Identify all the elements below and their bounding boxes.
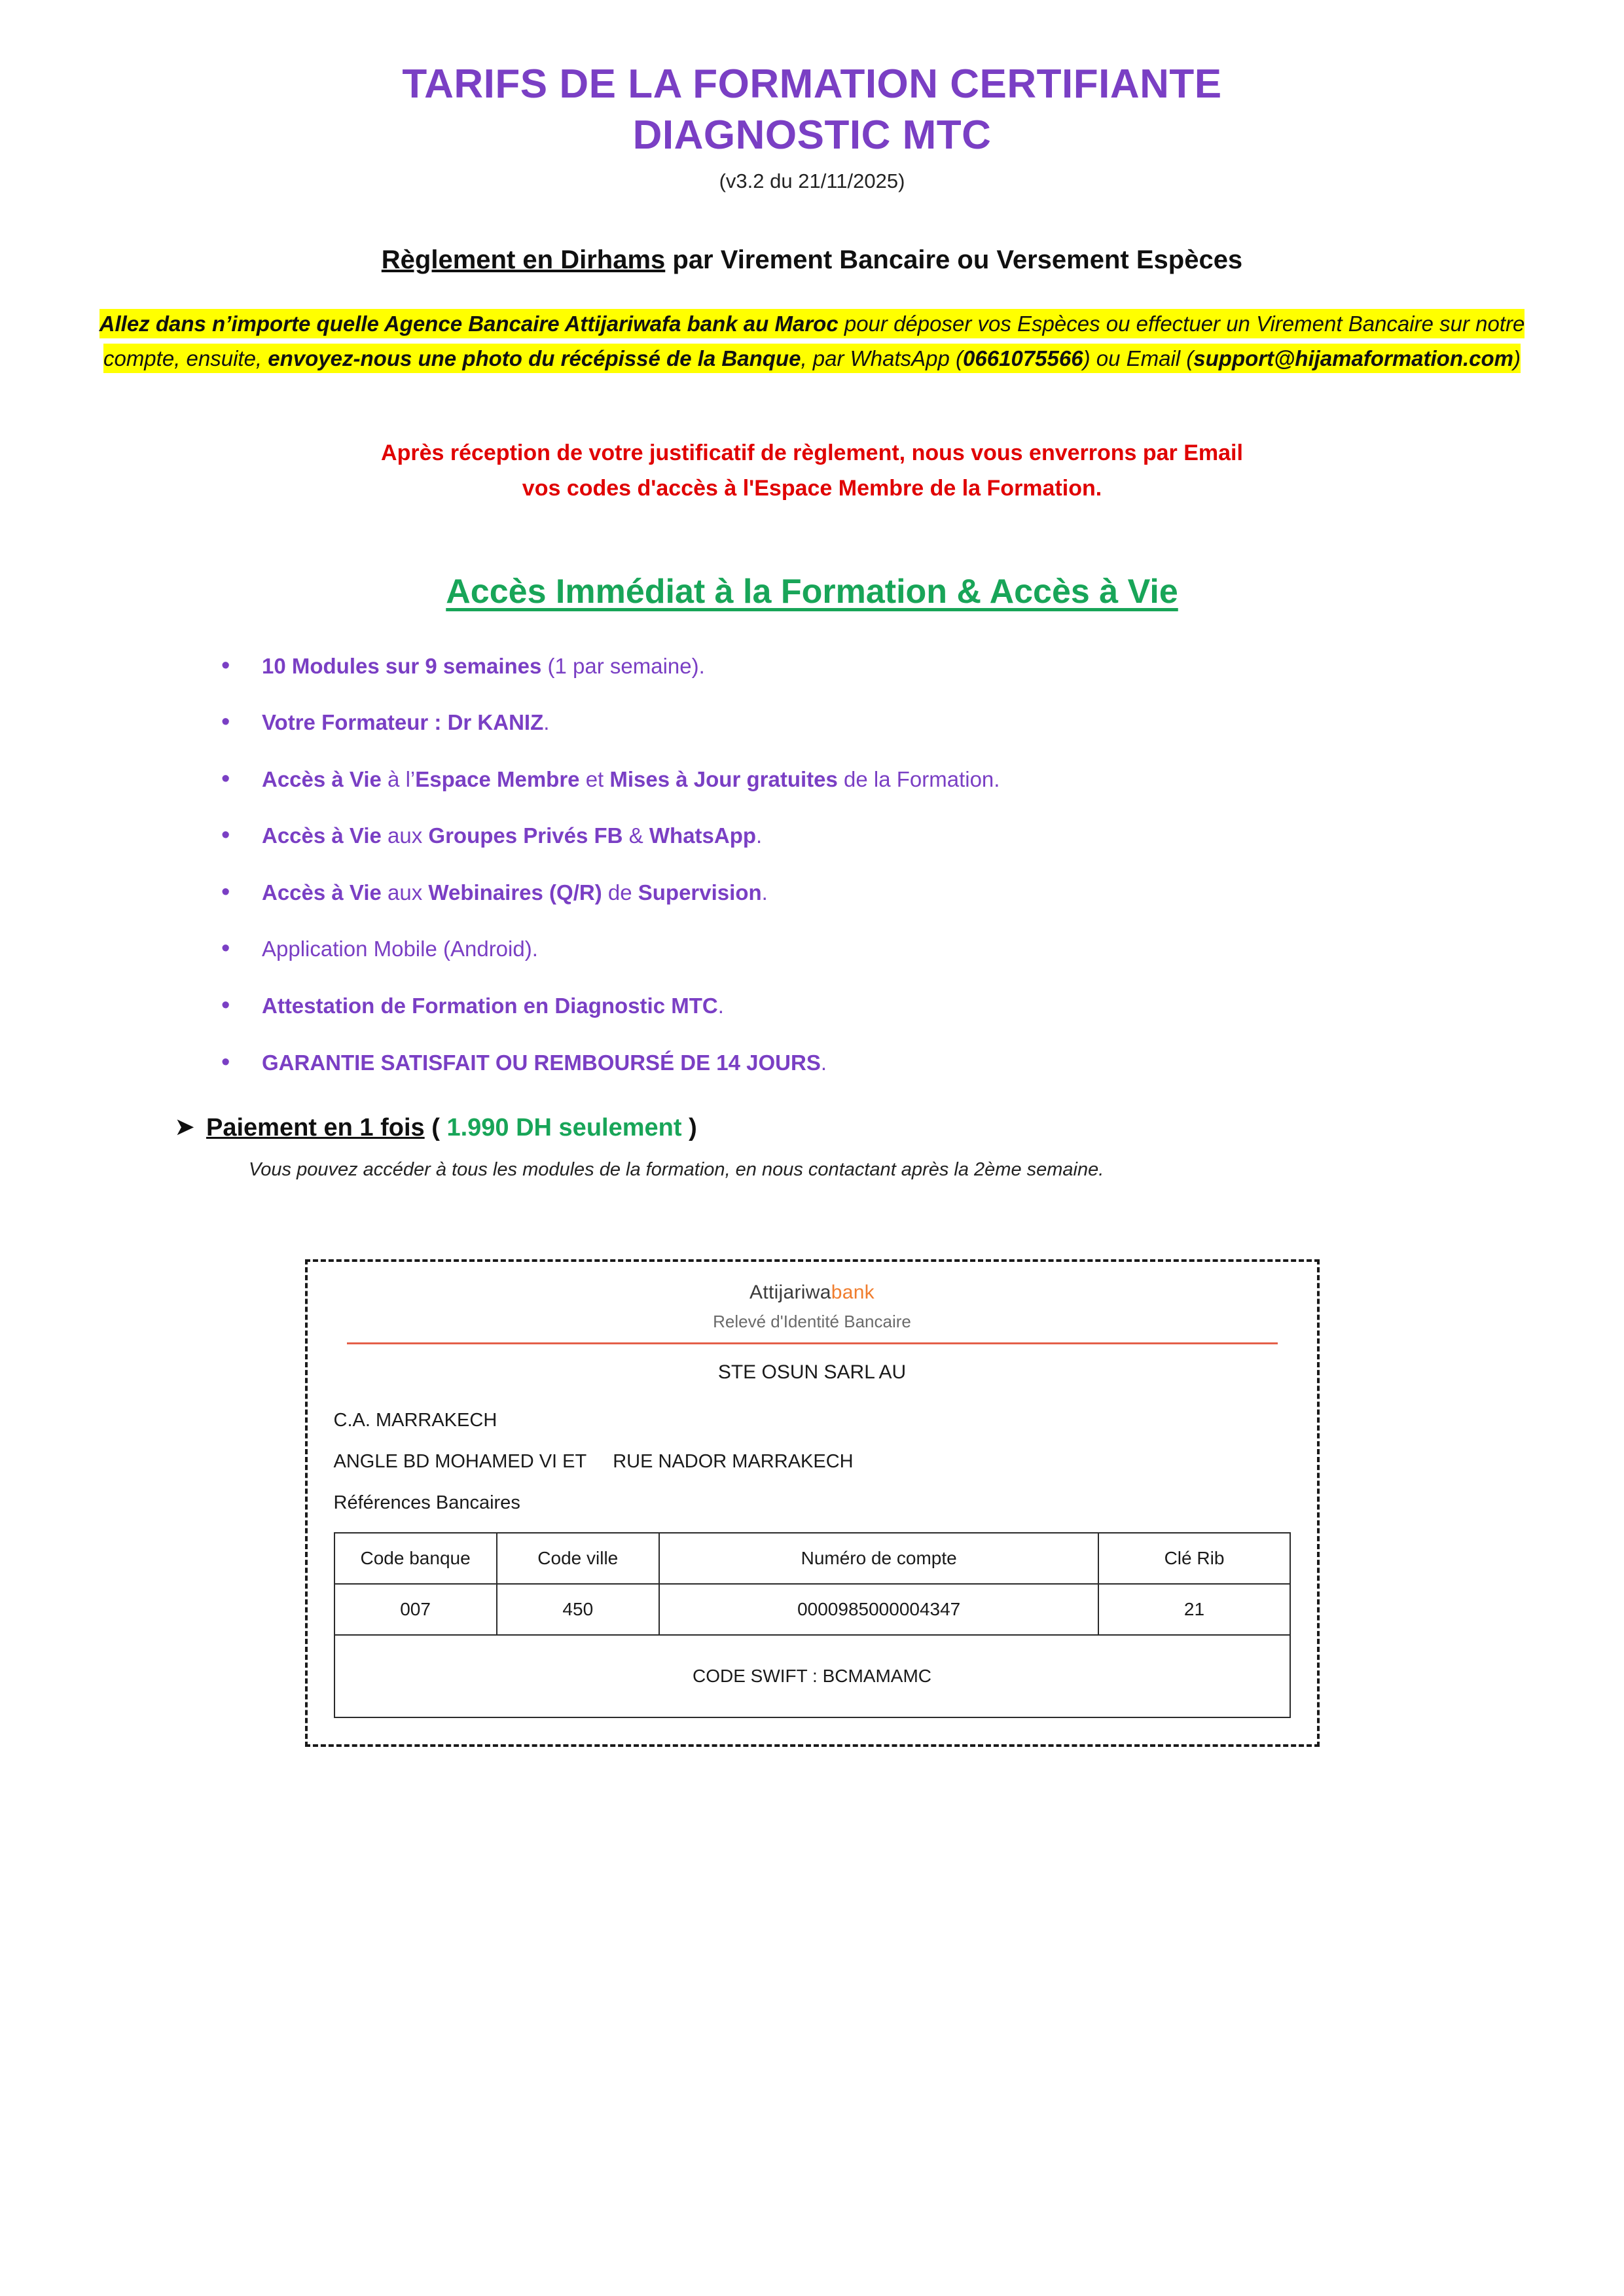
feature-2-strong: Accès à Vie — [262, 766, 382, 791]
red-notice — [98, 435, 1526, 507]
rib-value-cle-rib: 21 — [1098, 1584, 1290, 1635]
feature-1-light: . — [543, 710, 550, 735]
feature-2-strong2: Espace Membre — [415, 766, 580, 791]
feature-0-light: (1 par semaine). — [541, 653, 705, 678]
list-item — [262, 652, 1526, 681]
feature-4-light2: de — [602, 880, 638, 905]
bank-instructions-part4: , par WhatsApp ( — [801, 346, 964, 371]
rib-table — [334, 1532, 1291, 1718]
feature-2-light3: de la Formation. — [837, 766, 1000, 791]
table-header-row — [334, 1533, 1290, 1584]
bank-logo-part2: bank — [831, 1282, 875, 1304]
bank-instructions-part6: ) — [1513, 346, 1521, 371]
bank-logo-part1: Attijariwa — [749, 1282, 831, 1304]
bank-rib-card — [305, 1259, 1320, 1747]
feature-3-strong3: WhatsApp — [649, 823, 757, 848]
bank-instructions-part2: pour déposer vos Espèces ou effectuer un Virement Bancaire sur notre compte, ensuite, — [103, 312, 1525, 371]
rib-col-code-banque: Code banque — [334, 1533, 497, 1584]
feature-4-light3: . — [761, 880, 768, 905]
bank-instructions-part1: Allez dans n’importe quelle Agence Bancaire Attijariwafa bank au Maroc — [99, 312, 839, 336]
feature-6-strong: Attestation de Formation en Diagnostic MTC — [262, 993, 718, 1018]
rib-col-cle-rib: Clé Rib — [1098, 1533, 1290, 1584]
list-item — [262, 878, 1526, 908]
whatsapp-phone: 0661075566 — [963, 346, 1083, 371]
feature-7-strong: GARANTIE SATISFAIT OU REMBOURSÉ DE 14 JOURS — [262, 1050, 821, 1075]
feature-4-light: aux — [381, 880, 429, 905]
feature-4-strong3: Supervision — [638, 880, 762, 905]
payment-option-single — [98, 1114, 1526, 1142]
bank-instructions — [98, 306, 1526, 376]
rib-refs-label: Références Bancaires — [333, 1492, 520, 1514]
bank-instructions-part5: ) ou Email ( — [1083, 346, 1194, 371]
feature-7-light: . — [820, 1050, 827, 1075]
bank-instructions-part3: envoyez-nous une photo du récépissé de la Banque — [268, 346, 801, 371]
rib-address — [334, 1451, 1291, 1473]
list-item — [262, 708, 1526, 738]
feature-0-strong: 10 Modules sur 9 semaines — [262, 653, 542, 678]
list-item — [262, 765, 1526, 795]
title-line-1: TARIFS DE LA FORMATION CERTIFIANTE — [402, 62, 1222, 107]
bank-logo — [334, 1282, 1291, 1304]
rib-value-numero-compte: 0000985000004347 — [659, 1584, 1099, 1635]
list-item — [262, 935, 1526, 964]
rib-divider — [347, 1342, 1278, 1344]
feature-2-light: à l’ — [381, 766, 416, 791]
bank-instructions-highlight — [99, 309, 1525, 373]
feature-2-light2: et — [579, 766, 610, 791]
feature-3-light: aux — [381, 823, 429, 848]
payment-option-note: Vous pouvez accéder à tous les modules de la formation, en nous contactant après la 2ème semaine. — [249, 1159, 1104, 1181]
payment-method-heading — [98, 245, 1526, 275]
feature-5-light: Application Mobile (Android). — [262, 937, 538, 961]
payment-option-label: Paiement en 1 fois — [206, 1114, 425, 1142]
payment-method-rest: par Virement Bancaire ou Versement Espèces — [665, 245, 1243, 274]
features-list — [98, 652, 1526, 1077]
rib-company-name: STE OSUN SARL AU — [717, 1361, 907, 1384]
access-heading: Accès Immédiat à la Formation & Accès à Vie — [446, 572, 1178, 611]
rib-value-code-banque: 007 — [334, 1584, 497, 1635]
list-item — [262, 821, 1526, 851]
payment-option-suffix: ) — [681, 1114, 697, 1142]
table-row — [334, 1584, 1290, 1635]
rib-value-code-ville: 450 — [497, 1584, 659, 1635]
list-item — [262, 1049, 1526, 1078]
feature-3-light3: . — [756, 823, 763, 848]
feature-4-strong2: Webinaires (Q/R) — [428, 880, 602, 905]
payment-option-prefix: ( — [424, 1114, 447, 1142]
red-notice-line-1: Après réception de votre justificatif de règlement, nous vous enverrons par Email — [381, 440, 1243, 465]
feature-3-light2: & — [623, 823, 649, 848]
rib-address-part2: RUE NADOR MARRAKECH — [613, 1451, 854, 1473]
document-version: (v3.2 du 21/11/2025) — [719, 170, 905, 192]
arrow-bullet-icon: ➤ — [175, 1115, 194, 1140]
page-title — [98, 59, 1526, 160]
feature-3-strong2: Groupes Privés FB — [428, 823, 623, 848]
title-line-2: DIAGNOSTIC MTC — [632, 112, 992, 158]
rib-address-part1: ANGLE BD MOHAMED VI ET — [333, 1451, 587, 1473]
support-email: support@hijamaformation.com — [1193, 346, 1514, 371]
rib-swift-code: CODE SWIFT : BCMAMAMC — [334, 1635, 1290, 1717]
rib-col-code-ville: Code ville — [497, 1533, 659, 1584]
red-notice-line-2: vos codes d'accès à l'Espace Membre de la Formation. — [522, 476, 1102, 501]
rib-agency: C.A. MARRAKECH — [333, 1410, 497, 1431]
payment-option-price: 1.990 DH seulement — [446, 1114, 682, 1142]
rib-col-numero-compte: Numéro de compte — [659, 1533, 1099, 1584]
feature-1-strong: Votre Formateur : Dr KANIZ — [262, 710, 544, 735]
table-row — [334, 1635, 1290, 1717]
list-item — [262, 992, 1526, 1021]
rib-subtitle: Relevé d'Identité Bancaire — [713, 1312, 911, 1332]
feature-6-light: . — [717, 993, 724, 1018]
feature-2-strong3: Mises à Jour gratuites — [609, 766, 838, 791]
feature-4-strong: Accès à Vie — [262, 880, 382, 905]
payment-method-underlined: Règlement en Dirhams — [381, 245, 666, 274]
feature-3-strong: Accès à Vie — [262, 823, 382, 848]
